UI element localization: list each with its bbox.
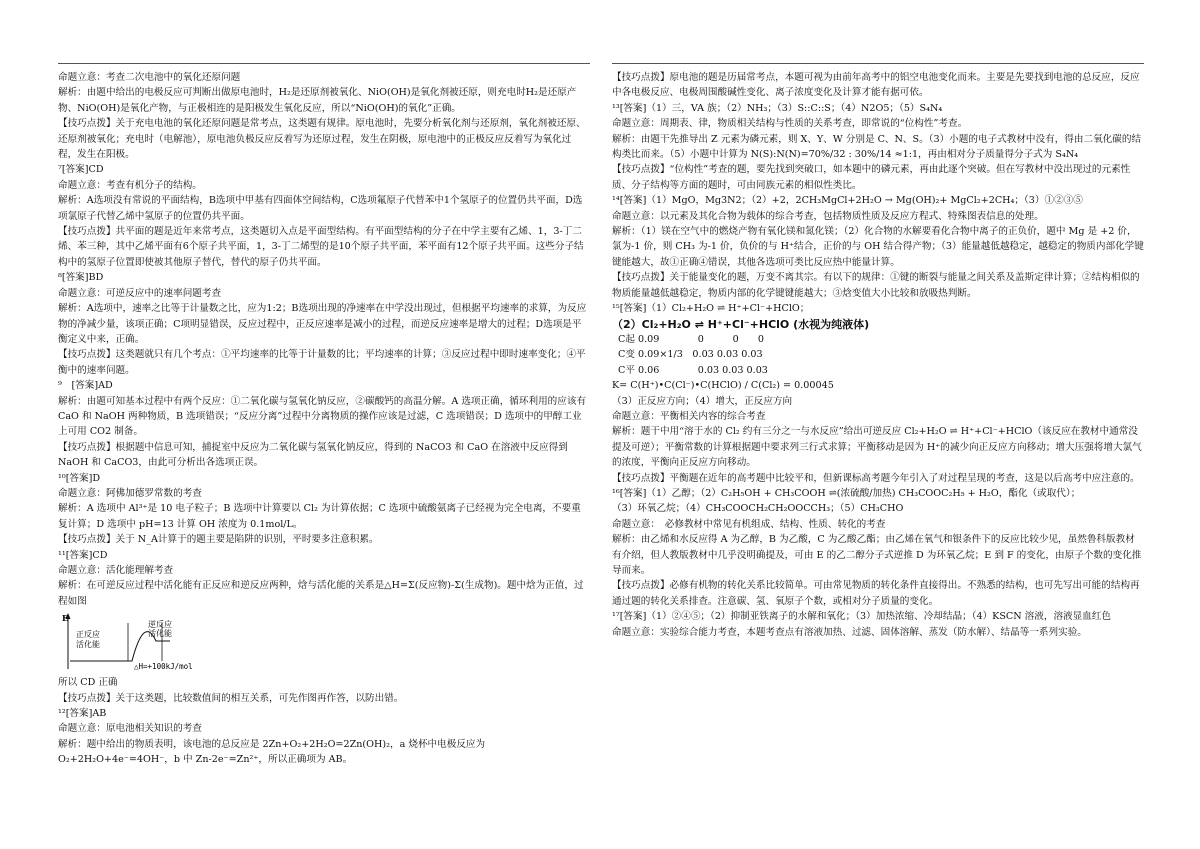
para: 【技巧点拨】关于能量变化的题，万变不离其宗。有以下的规律：①键的断裂与能量之间关系及盖斯定律计算；②结构相似的物质能量越低越稳定，物质内部的化学键键能越大；③焓变值大小比较和放吸热判断。 [612,272,1140,299]
answer-16: ¹⁶[答案]（1）乙醇；（2）C₂H₅OH + CH₃COOH ⇌(浓硫酸/加热) CH₃COOC₂H₅ + H₂O，酯化（或取代）； [612,487,1081,499]
para: 解析：由题可知基本过程中有两个反应：①二氧化碳与氢氧化钠反应，②碳酸钙的高温分解。A 选项正确，循环利用的应该有 CaO 和 NaOH 两种物质，B 选项错误；“反应分离”过程中分离物质的操作应该是过滤，C 选项错误；D 选项中的甲醇工业上可用 CO2 制备。 [58,395,587,438]
para: 【技巧点拨】关于这类题，比较数值间的相互关系，可先作图再作答，以防出错。 [58,692,404,704]
top-rule-left [58,63,590,64]
ice-row-equilibrium: C平 0.06 0.03 0.03 0.03 [618,364,768,376]
para: 命题立意：原电池相关知识的考查 [58,723,202,735]
para: 解析：题干中用“溶于水的 Cl₂ 约有三分之一与水反应”给出可逆反应 Cl₂+H₂O ⇌ H⁺+Cl⁻+HClO（该反应在教材中通常没提及可逆）；平衡常数的计算根据题中要求列三行式求算；平衡移动是因为 H⁺的减少向正反应方向移动；增大压强将增大氯气的浓度，平衡向正反应方向移动。 [612,426,1142,469]
reverse-ea-label-2: 活化能 [148,629,172,639]
para: 解析：在可逆反应过程中活化能有正反应和逆反应两种，焓与活化能的关系是△H=Σ(反应物)-Σ(生成物)。题中焓为正值，过程如图 [58,580,584,607]
para: 命题立意：阿佛加德罗常数的考查 [58,487,202,499]
delta-h-label: △H=+100kJ/mol [134,662,193,672]
para: 命题立意：以元素及其化合物为载体的综合考查，包括物质性质及反应方程式、特殊图表信息的处理。 [612,210,1044,222]
para: 解析：（1）镁在空气中的燃烧产物有氧化镁和氮化镁；（2）化合物的水解要看化合物中离子的正负价，题中 Mg 是 +2 价，氯为-1 价，则 CH₃ 为-1 价，负价的与 H⁺结合，正价的与 OH 结合得产物；（3）能量越低越稳定，越稳定的物质内部化学键键能越大，故①正确④错误，其他各选项可类比反应热中能量计算。 [612,226,1144,268]
answer-8: ⁸[答案]BD [58,272,104,284]
para: 命题立意： 必修教材中常见有机组成、结构、性质、转化的考查 [612,518,886,530]
para: 【技巧点拨】原电池的题是历届常考点，本题可视为由前年高考中的铝空电池变化而来。主要是先要找到电池的总反应，反应中各电极反应、电极周围酸碱性变化、离子浓度变化及计算才能有据可依。 [612,72,1140,99]
para: 解析：A选项没有常说的平面结构，B选项中甲基有四面体空间结构，C选项氟原子代替苯中1个氢原子的位置仍共平面，D选项氯原子代替乙烯中氢原子的位置仍共平面。 [58,195,583,222]
reverse-ea-label: 逆反应 [148,620,172,630]
forward-ea-label: 正反应 [76,630,100,640]
para: 所以 CD 正确 [58,677,118,689]
equation-line: （2）Cl₂+H₂O ⇌ H⁺+Cl⁻+HClO (水视为纯液体) [612,317,870,331]
para: 【技巧点拨】必修有机物的转化关系比较简单。可由常见物质的转化条件直接得出。不熟悉的结构，也可先写出可能的结构再通过题的转化关系排查。注意碳、氢、氧原子个数，或相对分子质量的变化。 [612,580,1140,607]
para: （3）环氧乙烷；（4）CH₃COOCH₂CH₂OOCCH₃；（5）CH₃CHO [612,503,904,515]
right-column [612,70,1144,640]
answer-9: ⁹ [答案]AD [58,380,113,392]
answer-17: ¹⁷[答案]（1）②④⑤；（2）抑制亚铁离子的水解和氧化；（3）加热浓缩、冷却结晶；（4）KSCN 溶液，溶液显血红色 [612,611,1112,623]
forward-ea-label-2: 活化能 [76,640,100,650]
para: 解析：由题中给出的电极反应可判断出做原电池时，H₂是还原剂被氧化、NiO(OH)是氧化剂被还原，则充电时H₂是还原产物、NiO(OH)是氧化产物，与正极相连的是阳极发生氧化反应，所以“NiO(OH)的氧化”正确。 [58,87,577,114]
para: 解析：由题干先推导出 Z 元素为磷元素，则 X、Y、W 分别是 C、N、S。（3）小题的电子式教材中没有，得由二氧化碳的结构类比而来。（5）小题中计算为 N(S):N(N)=70%/32 : 30%/14 ≈1:1，再由相对分子质量得分子式为 S₄N₄ [612,133,1142,161]
answer-14: ¹⁴[答案]（1）MgO，Mg3N2；（2）+2，2CH₃MgCl+2H₂O → Mg(OH)₂+ MgCl₂+2CH₄；（3）①②③⑤ [612,195,1083,207]
ice-row-start: C起 0.09 0 0 0 [618,333,764,345]
answer-11: ¹¹[答案]CD [58,549,108,561]
para: 解析：由乙烯和水反应得 A 为乙醇，B 为乙酸，C 为乙酸乙酯；由乙烯在氧气和银条件下的反应比较少见，虽然鲁科版教材有介绍，但人教版教材中几乎没明确提及，可由 E 的乙二醇分子式逆推 D 为环氧乙烷；E 到 F 的变化，由原子个数的变化推导而来。 [612,534,1142,576]
para: 解析：A 选项中 Al³⁺是 10 电子粒子；B 选项中计算要以 Cl₂ 为计算依据；C 选项中硫酸氨离子已经视为完全电离，不要重复计算；D 选项中 pH=13 计算 OH 浓度为 0.1mol/L。 [58,503,581,530]
para: 命题立意：考查有机分子的结构。 [58,179,202,191]
para: 【技巧点拨】这类题就只有几个考点：①平均速率的比等于计量数的比；平均速率的计算；③反应过程中即时速率变化；④平衡中的速率问题。 [58,349,586,376]
ice-row-change: C变 0.09×1/3 0.03 0.03 0.03 [618,349,763,361]
para: 解析：A选项中，速率之比等于计量数之比，应为1:2；B选项出现的净速率在中学没出现过，但根据平均速率的求算，为反应物的净减少量，该项正确；C项明显错误，反应过程中，正反应速率是减小的过程，而逆反应速率是增大的过程；D选项是平衡定义中来，正确。 [58,303,587,345]
para: 【技巧点拨】根据题中信息可知，捕捉室中反应为二氧化碳与氢氧化钠反应，得到的 NaCO3 和 CaO 在溶液中反应得到 NaOH 和 CaCO3，由此可分析出各选项正误。 [58,441,568,469]
para: 命题立意：活化能理解考查 [58,565,174,576]
para: 【技巧点拨】关于 N_A计算于的题主要是陷阱的识别，平时要多注意积累。 [58,534,379,546]
energy-axis-label: E [62,613,69,624]
para: 命题立意：平衡相关内容的综合考查 [612,410,766,422]
para: 解析：题中给出的物质表明，该电池的总反应是 2Zn+O₂+2H₂O=2Zn(OH)₂，a 烧杯中电极反应为 O₂+2H₂O+4e⁻=4OH⁻，b 中 Zn-2e⁻=Zn²⁺，所以正确项为 AB。 [58,738,486,766]
answer-7: ⁷[答案]CD [58,164,104,176]
answer-13: ¹³[答案]（1）三，VA 族；（2）NH₃；（3）S::C::S；（4）N2O5；（5）S₄N₄ [612,102,943,114]
para: 【技巧点拨】“位构性”考查的题，要先找到突破口，如本题中的磷元素，再由此逐个突破。但在写教材中没出现过的元素性质、分子结构等方面的题时，可由同族元素的相似性类比。 [612,164,1131,191]
para: （3）正反应方向；（4）增大，正反应方向 [612,395,793,407]
para: 【技巧点拨】关于充电电池的氧化还原问题是常考点，这类题有规律。原电池时，先要分析氧化剂与还原剂，氧化剂被还原、还原剂被氧化；充电时（电解池），原电池负极反应反着写为还原过程，发生在阴极，原电池中的正极反应反着写为氧化过程，发生在阳极。 [58,118,586,161]
top-rule-right [612,63,1144,64]
para: 命题立意：实验综合能力考查，本题考查点有溶液加热、过滤、固体溶解、蒸发（防水解）、结晶等一系列实验。 [612,626,1087,638]
answer-15: ¹⁵[答案]（1）Cl₂+H₂O ⇌ H⁺+Cl⁻+HClO； [612,303,810,315]
para: 命题立意：考查二次电池中的氧化还原问题 [58,72,241,83]
energy-diagram [62,611,222,673]
para: 【技巧点拨】共平面的题是近年来常考点，这类题切入点是平面型结构。有平面型结构的分子在中学主要有乙烯、1，3-丁二烯、苯三种，其中乙烯平面有6个原子共平面，1，3-丁二烯型的是10个原子共平面，苯平面有12个原子共平面。这些分子结构中的氢原子位置即使被其他原子替代，替代的原子仍共平面。 [58,226,584,268]
para: 命题立意：可逆反应中的速率问题考查 [58,287,222,299]
left-column [58,70,590,768]
para: 命题立意：周期表、律，物质相关结构与性质的关系考查，即常说的“位构性”考查。 [612,118,968,130]
answer-12: ¹²[答案]AB [58,708,107,720]
para: 【技巧点拨】平衡题在近年的高考题中比较平和，但新课标高考题今年引入了对过程呈现的考查，这是以后高考中应注意的。 [612,472,1140,484]
answer-10: ¹⁰[答案]D [58,472,101,484]
equilibrium-constant: K= C(H⁺)•C(Cl⁻)•C(HClO) / C(Cl₂) = 0.00045 [612,380,834,392]
